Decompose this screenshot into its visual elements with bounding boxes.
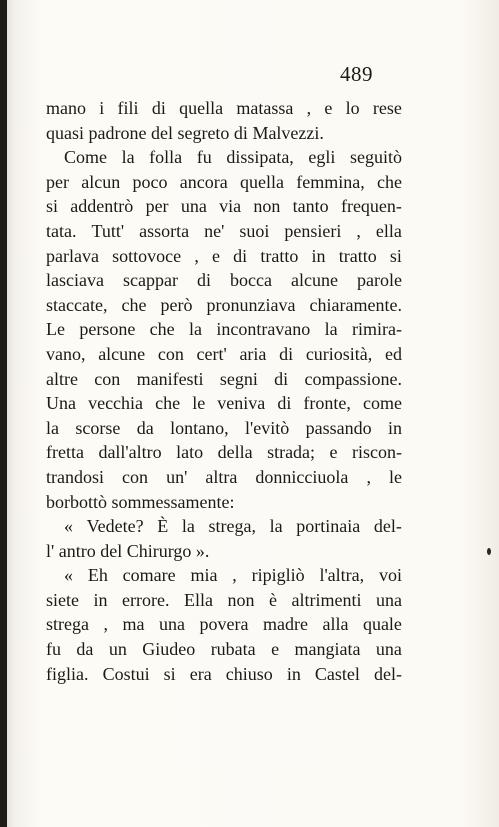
text-line: siete in errore. Ella non è altrimenti una xyxy=(46,589,402,610)
text-line: « Vedete? È la strega, la portinaia del- xyxy=(64,516,402,537)
text-line: la scorse da lontano, l'evitò passando in xyxy=(46,417,402,438)
text-line: altre con manifesti segni di compassione. xyxy=(46,368,402,389)
text-line: Una vecchia che le veniva di fronte, come xyxy=(46,393,402,414)
text-line: staccate, che però pronunziava chiaramente. xyxy=(46,294,402,315)
text-line: fu da un Giudeo rubata e mangiata una xyxy=(46,639,402,660)
text-line: strega , ma una povera madre alla quale xyxy=(46,614,402,635)
page-number: 489 xyxy=(340,62,373,86)
text-line: parlava sottovoce , e di tratto in tratto si xyxy=(46,245,402,266)
text-line: Le persone che la incontravano la rimira- xyxy=(46,319,402,340)
text-line: borbottò sommessamente: xyxy=(46,491,235,512)
text-line: Come la folla fu dissipata, egli seguitò xyxy=(64,147,402,168)
text-line: fretta dall'altro lato della strada; e riscon- xyxy=(46,442,402,463)
ink-spot xyxy=(487,548,491,555)
text-line: si addentrò per una via non tanto frequen- xyxy=(46,196,402,217)
text-line: figlia. Costui si era chiuso in Castel del- xyxy=(46,663,402,684)
text-line: lasciava scappar di bocca alcune parole xyxy=(46,270,402,291)
text-line: quasi padrone del segreto di Malvezzi. xyxy=(46,122,324,143)
text-line: per alcun poco ancora quella femmina, che xyxy=(46,171,402,192)
text-line: vano, alcune con cert' aria di curiosità, ed xyxy=(46,343,402,364)
body-text xyxy=(46,96,402,686)
text-line: mano i fili di quella matassa , e lo rese xyxy=(46,98,402,118)
text-line: l' antro del Chirurgo ». xyxy=(46,540,210,561)
text-line: tata. Tutt' assorta ne' suoi pensieri , ella xyxy=(46,220,402,241)
text-line: trandosi con un' altra donnicciuola , le xyxy=(46,466,402,487)
book-spine-shadow xyxy=(0,0,7,827)
text-line: « Eh comare mia , ripigliò l'altra, voi xyxy=(64,565,402,586)
